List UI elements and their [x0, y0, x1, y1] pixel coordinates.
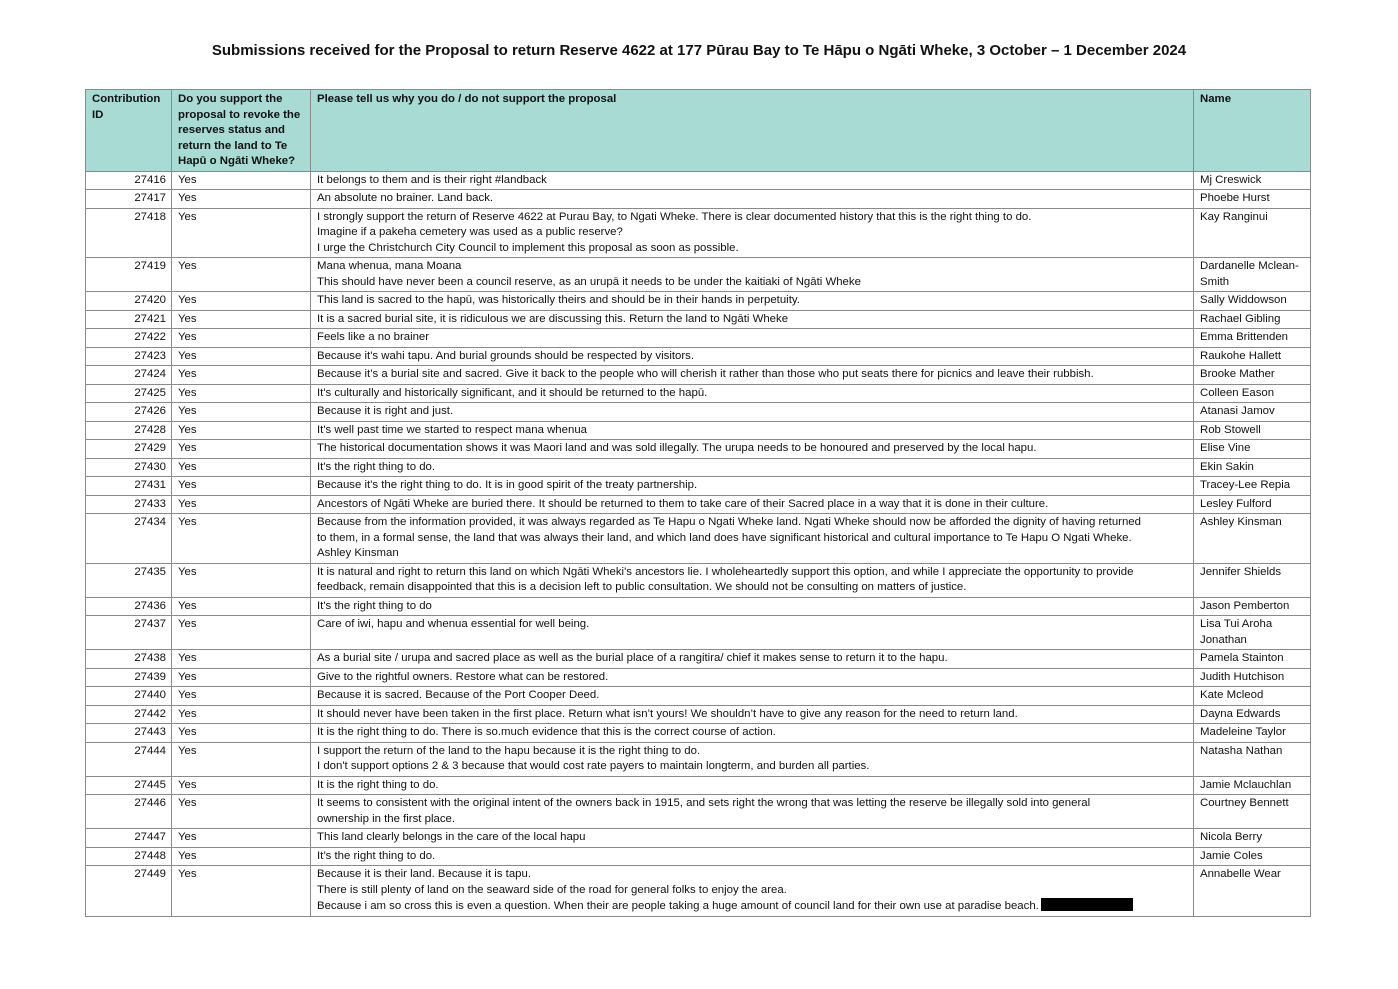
- reason-text: An absolute no brainer. Land back.: [317, 192, 494, 204]
- submitter-name: Rachael Gibling: [1194, 310, 1311, 329]
- submitter-name: Atanasi Jamov: [1194, 403, 1311, 422]
- table-row: [86, 403, 1311, 422]
- reason-line: [317, 386, 1187, 402]
- reason-line: [317, 460, 1187, 476]
- submitter-name: Lisa Tui Aroha Jonathan: [1194, 616, 1311, 650]
- reason-text: This land is sacred to the hapū, was historically theirs and should be in their hands in perpetuity.: [317, 294, 800, 306]
- reason-line: [317, 707, 1187, 723]
- contribution-id: 27423: [86, 347, 172, 366]
- reason-text: It belongs to them and is their right #landback: [317, 173, 547, 186]
- reason-line: [317, 830, 1187, 846]
- reason-line: [317, 744, 1187, 760]
- reason-cell: [311, 292, 1194, 311]
- reason-text: The historical documentation shows it was Maori land and was sold illegally. The urupa needs to be honoured and preserved by the local hapu.: [317, 442, 1037, 454]
- column-header-support: Do you support the proposal to revoke the reserves status and return the land to Te Hapū o Ngāti Wheke?: [172, 90, 311, 172]
- contribution-id: 27445: [86, 776, 172, 795]
- reason-text: It seems to consistent with the original intent of the owners back in 1915, and sets right the wrong that was letting the reserve be illegally sold into general: [317, 797, 1091, 809]
- contribution-id: 27431: [86, 477, 172, 496]
- reason-line: [317, 565, 1187, 581]
- reason-line: [317, 883, 1187, 899]
- submitter-name: Mj Creswick: [1194, 171, 1311, 190]
- contribution-id: 27442: [86, 705, 172, 724]
- reason-text: I support the return of the land to the hapu because it is the right thing to do.: [317, 744, 701, 757]
- reason-text: Ashley Kinsman: [317, 547, 399, 559]
- reason-line: [317, 759, 1187, 775]
- reason-cell: [311, 668, 1194, 687]
- table-row: [86, 440, 1311, 459]
- reason-text: Because it is right and just.: [317, 405, 454, 417]
- table-row: [86, 847, 1311, 866]
- submitter-name: Brooke Mather: [1194, 366, 1311, 385]
- support-answer: Yes: [172, 563, 311, 597]
- reason-line: [317, 651, 1187, 667]
- reason-text: Because it’s a burial site and sacred. Give it back to the people who will cherish it rather than those who put seats there for picnics and leave their rubbish.: [317, 368, 1094, 380]
- submitter-name: Madeleine Taylor: [1194, 724, 1311, 743]
- support-answer: Yes: [172, 724, 311, 743]
- submitter-name: Jamie Mclauchlan: [1194, 776, 1311, 795]
- reason-text: This should have never been a council reserve, as an urupā it needs to be under the kaitiaki of Ngāti Wheke: [317, 275, 861, 288]
- contribution-id: 27419: [86, 258, 172, 292]
- reason-line: [317, 497, 1187, 513]
- support-answer: Yes: [172, 384, 311, 403]
- reason-line: [317, 478, 1187, 494]
- reason-line: [317, 241, 1187, 257]
- support-answer: Yes: [172, 421, 311, 440]
- support-answer: Yes: [172, 403, 311, 422]
- support-answer: Yes: [172, 650, 311, 669]
- header-row: [86, 90, 1311, 172]
- reason-text: It is the right thing to do. There is so.much evidence that this is the correct course of action.: [317, 726, 776, 738]
- reason-text: It's culturally and historically significant, and it should be returned to the hapū.: [317, 386, 708, 399]
- contribution-id: 27446: [86, 795, 172, 829]
- table-body: [86, 171, 1311, 916]
- reason-text: Give to the rightful owners. Restore what can be restored.: [317, 670, 609, 683]
- submitter-name: Ashley Kinsman: [1194, 514, 1311, 564]
- support-answer: Yes: [172, 440, 311, 459]
- submitter-name: Kay Ranginui: [1194, 208, 1311, 258]
- table-row: [86, 829, 1311, 848]
- submitter-name: Annabelle Wear: [1194, 866, 1311, 917]
- reason-line: [317, 423, 1187, 439]
- support-answer: Yes: [172, 190, 311, 209]
- support-answer: Yes: [172, 866, 311, 917]
- reason-line: [317, 173, 1187, 189]
- table-row: [86, 563, 1311, 597]
- reason-text: Care of iwi, hapu and whenua essential for well being.: [317, 618, 590, 630]
- support-answer: Yes: [172, 795, 311, 829]
- reason-text: Because it's wahi tapu. And burial grounds should be respected by visitors.: [317, 349, 695, 362]
- table-row: [86, 477, 1311, 496]
- reason-line: [317, 404, 1187, 420]
- reason-cell: [311, 866, 1194, 917]
- support-answer: Yes: [172, 597, 311, 616]
- reason-cell: [311, 458, 1194, 477]
- reason-text: There is still plenty of land on the seaward side of the road for general folks to enjoy the area.: [317, 883, 787, 896]
- reason-cell: [311, 597, 1194, 616]
- reason-line: [317, 275, 1187, 291]
- contribution-id: 27422: [86, 329, 172, 348]
- redaction-box: [1041, 898, 1133, 911]
- column-header-reason: Please tell us why you do / do not support the proposal: [311, 90, 1194, 172]
- reason-text: It's well past time we started to respect mana whenua: [317, 423, 587, 436]
- support-answer: Yes: [172, 616, 311, 650]
- reason-cell: [311, 847, 1194, 866]
- reason-line: [317, 796, 1187, 812]
- table-row: [86, 724, 1311, 743]
- reason-cell: [311, 347, 1194, 366]
- table-row: [86, 208, 1311, 258]
- reason-text: It's the right thing to do: [317, 599, 432, 612]
- reason-text: It is natural and right to return this land on which Ngāti Wheki's ancestors lie. I wholeheartedly support this option, and while I appreciate the opportunity to provide: [317, 565, 1134, 578]
- reason-line: [317, 531, 1187, 547]
- reason-line: [317, 546, 1187, 562]
- contribution-id: 27448: [86, 847, 172, 866]
- table-row: [86, 347, 1311, 366]
- support-answer: Yes: [172, 705, 311, 724]
- reason-line: [317, 349, 1187, 365]
- reason-cell: [311, 310, 1194, 329]
- table-row: [86, 310, 1311, 329]
- reason-text: I strongly support the return of Reserve 4622 at Purau Bay, to Ngati Wheke. There is clear documented history that this is the right thing to do.: [317, 210, 1032, 223]
- contribution-id: 27444: [86, 742, 172, 776]
- reason-text: ownership in the first place.: [317, 812, 456, 825]
- contribution-id: 27424: [86, 366, 172, 385]
- reason-text: It’s the right thing to do.: [317, 849, 436, 862]
- support-answer: Yes: [172, 347, 311, 366]
- reason-text: Because it is their land. Because it is tapu.: [317, 868, 532, 880]
- reason-text: Feels like a no brainer: [317, 331, 430, 343]
- reason-line: [317, 725, 1187, 741]
- support-answer: Yes: [172, 292, 311, 311]
- reason-line: [317, 633, 1187, 649]
- reason-cell: [311, 258, 1194, 292]
- table-row: [86, 421, 1311, 440]
- submitter-name: Phoebe Hurst: [1194, 190, 1311, 209]
- support-answer: Yes: [172, 847, 311, 866]
- contribution-id: 27449: [86, 866, 172, 917]
- contribution-id: 27421: [86, 310, 172, 329]
- reason-line: [317, 312, 1187, 328]
- table-row: [86, 616, 1311, 650]
- reason-cell: [311, 514, 1194, 564]
- contribution-id: 27440: [86, 687, 172, 706]
- submitter-name: Pamela Stainton: [1194, 650, 1311, 669]
- contribution-id: 27447: [86, 829, 172, 848]
- table-row: [86, 668, 1311, 687]
- submitter-name: Rob Stowell: [1194, 421, 1311, 440]
- reason-text: As a burial site / urupa and sacred place as well as the burial place of a rangitira/ chief it makes sense to return it to the hapu.: [317, 652, 948, 664]
- reason-text: to them, in a formal sense, the land that was always their land, and which land does have significant historical and cultural importance to Te Hapu O Ngati Wheke.: [317, 531, 1132, 544]
- reason-line: [317, 670, 1187, 686]
- contribution-id: 27418: [86, 208, 172, 258]
- table-row: [86, 687, 1311, 706]
- column-header-id: Contribution ID: [86, 90, 172, 172]
- submitter-name: Dayna Edwards: [1194, 705, 1311, 724]
- reason-text: It's the right thing to do.: [317, 460, 436, 473]
- reason-line: [317, 599, 1187, 615]
- reason-line: [317, 898, 1187, 915]
- reason-cell: [311, 776, 1194, 795]
- reason-text: feedback, remain disappointed that this is a decision left to public consultation. We should not be consulting on matters of justice.: [317, 581, 967, 593]
- contribution-id: 27430: [86, 458, 172, 477]
- support-answer: Yes: [172, 208, 311, 258]
- table-row: [86, 650, 1311, 669]
- table-row: [86, 776, 1311, 795]
- reason-text: It is a sacred burial site, it is ridiculous we are discussing this. Return the land to Ngāti Wheke: [317, 312, 789, 325]
- support-answer: Yes: [172, 258, 311, 292]
- support-answer: Yes: [172, 495, 311, 514]
- reason-cell: [311, 190, 1194, 209]
- table-row: [86, 866, 1311, 917]
- submitter-name: Courtney Bennett: [1194, 795, 1311, 829]
- submissions-table: [85, 89, 1311, 917]
- reason-line: [317, 210, 1187, 226]
- contribution-id: 27429: [86, 440, 172, 459]
- column-header-name: Name: [1194, 90, 1311, 172]
- reason-cell: [311, 208, 1194, 258]
- table-row: [86, 366, 1311, 385]
- table-row: [86, 795, 1311, 829]
- reason-text: Because it's the right thing to do. It is in good spirit of the treaty partnership.: [317, 479, 698, 491]
- support-answer: Yes: [172, 458, 311, 477]
- reason-cell: [311, 616, 1194, 650]
- reason-cell: [311, 650, 1194, 669]
- submitter-name: Elise Vine: [1194, 440, 1311, 459]
- submitter-name: Jason Pemberton: [1194, 597, 1311, 616]
- reason-line: [317, 580, 1187, 596]
- reason-cell: [311, 705, 1194, 724]
- reason-line: [317, 617, 1187, 633]
- table-row: [86, 514, 1311, 564]
- reason-cell: [311, 495, 1194, 514]
- reason-cell: [311, 421, 1194, 440]
- reason-cell: [311, 563, 1194, 597]
- table-row: [86, 705, 1311, 724]
- reason-line: [317, 515, 1187, 531]
- contribution-id: 27420: [86, 292, 172, 311]
- submitter-name: Kate Mcleod: [1194, 687, 1311, 706]
- contribution-id: 27437: [86, 616, 172, 650]
- submitter-name: Jamie Coles: [1194, 847, 1311, 866]
- reason-line: [317, 191, 1187, 207]
- reason-text: This land clearly belongs in the care of the local hapu: [317, 831, 586, 843]
- reason-cell: [311, 384, 1194, 403]
- submitter-name: Jennifer Shields: [1194, 563, 1311, 597]
- reason-cell: [311, 329, 1194, 348]
- contribution-id: 27433: [86, 495, 172, 514]
- contribution-id: 27416: [86, 171, 172, 190]
- reason-cell: [311, 403, 1194, 422]
- support-answer: Yes: [172, 687, 311, 706]
- reason-cell: [311, 171, 1194, 190]
- reason-line: [317, 330, 1187, 346]
- reason-cell: [311, 440, 1194, 459]
- document-title: Submissions received for the Proposal to return Reserve 4622 at 177 Pūrau Bay to Te Hāpu o Ngāti Wheke, 3 October – 1 December 2024: [211, 42, 1187, 59]
- support-answer: Yes: [172, 310, 311, 329]
- submitter-name: Emma Brittenden: [1194, 329, 1311, 348]
- support-answer: Yes: [172, 477, 311, 496]
- reason-cell: [311, 742, 1194, 776]
- reason-cell: [311, 687, 1194, 706]
- contribution-id: 27438: [86, 650, 172, 669]
- table-row: [86, 742, 1311, 776]
- support-answer: Yes: [172, 171, 311, 190]
- support-answer: Yes: [172, 366, 311, 385]
- submitter-name: Lesley Fulford: [1194, 495, 1311, 514]
- contribution-id: 27439: [86, 668, 172, 687]
- contribution-id: 27443: [86, 724, 172, 743]
- reason-line: [317, 812, 1187, 828]
- support-answer: Yes: [172, 514, 311, 564]
- reason-line: [317, 293, 1187, 309]
- submitter-name: Judith Hutchison: [1194, 668, 1311, 687]
- reason-text: It should never have been taken in the first place. Return what isn’t yours! We shouldn’t have to give any reason for the need to return land.: [317, 707, 1018, 720]
- support-answer: Yes: [172, 668, 311, 687]
- reason-line: [317, 441, 1187, 457]
- contribution-id: 27417: [86, 190, 172, 209]
- table-row: [86, 190, 1311, 209]
- table-row: [86, 495, 1311, 514]
- table-row: [86, 329, 1311, 348]
- table-row: [86, 292, 1311, 311]
- reason-line: [317, 688, 1187, 704]
- table-row: [86, 171, 1311, 190]
- contribution-id: 27435: [86, 563, 172, 597]
- table-row: [86, 384, 1311, 403]
- reason-line: [317, 867, 1187, 883]
- submitter-name: Ekin Sakin: [1194, 458, 1311, 477]
- support-answer: Yes: [172, 829, 311, 848]
- table-row: [86, 597, 1311, 616]
- contribution-id: 27434: [86, 514, 172, 564]
- reason-cell: [311, 795, 1194, 829]
- reason-text: It is the right thing to do.: [317, 778, 439, 791]
- support-answer: Yes: [172, 742, 311, 776]
- submitter-name: Colleen Eason: [1194, 384, 1311, 403]
- reason-text: Because it is sacred. Because of the Port Cooper Deed.: [317, 689, 600, 701]
- contribution-id: 27428: [86, 421, 172, 440]
- contribution-id: 27425: [86, 384, 172, 403]
- reason-cell: [311, 829, 1194, 848]
- contribution-id: 27436: [86, 597, 172, 616]
- submitter-name: Raukohe Hallett: [1194, 347, 1311, 366]
- reason-text: I urge the Christchurch City Council to implement this proposal as soon as possible.: [317, 241, 739, 254]
- contribution-id: 27426: [86, 403, 172, 422]
- reason-text: Mana whenua, mana Moana: [317, 260, 462, 272]
- reason-cell: [311, 724, 1194, 743]
- support-answer: Yes: [172, 329, 311, 348]
- reason-line: [317, 225, 1187, 241]
- submitter-name: Sally Widdowson: [1194, 292, 1311, 311]
- reason-cell: [311, 366, 1194, 385]
- submitter-name: Dardanelle Mclean-Smith: [1194, 258, 1311, 292]
- reason-text: Because i am so cross this is even a question. When their are people taking a huge amount of council land for their own use at paradise beach.: [317, 900, 1039, 912]
- submitter-name: Tracey-Lee Repia: [1194, 477, 1311, 496]
- reason-line: [317, 367, 1187, 383]
- submitter-name: Natasha Nathan: [1194, 742, 1311, 776]
- reason-cell: [311, 477, 1194, 496]
- reason-line: [317, 778, 1187, 794]
- table-row: [86, 258, 1311, 292]
- reason-line: [317, 259, 1187, 275]
- reason-text: Imagine if a pakeha cemetery was used as a public reserve?: [317, 226, 623, 238]
- reason-text: I don't support options 2 & 3 because that would cost rate payers to maintain longterm, and burden all parties.: [317, 760, 870, 772]
- support-answer: Yes: [172, 776, 311, 795]
- table-row: [86, 458, 1311, 477]
- submitter-name: Nicola Berry: [1194, 829, 1311, 848]
- reason-line: [317, 849, 1187, 865]
- reason-text: Because from the information provided, it was always regarded as Te Hapu o Ngati Wheke land. Ngati Wheke should now be afforded the dignity of having returned: [317, 516, 1141, 528]
- reason-text: Ancestors of Ngāti Wheke are buried there. It should be returned to them to take care of their Sacred place in a way that it is done in their culture.: [317, 497, 1049, 510]
